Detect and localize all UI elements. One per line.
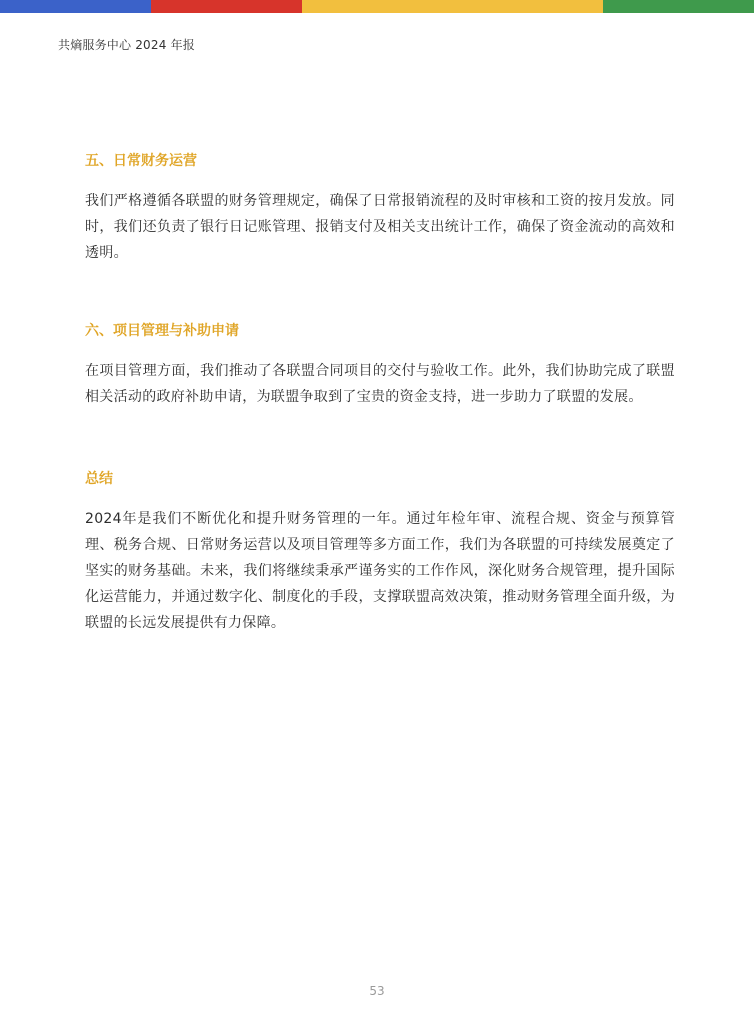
section-title: 五、日常财务运营 (85, 153, 197, 169)
stripe-blue (0, 0, 151, 13)
section-project-management (85, 320, 675, 410)
section-title: 总结 (85, 471, 113, 487)
section-body: 在项目管理方面，我们推动了各联盟合同项目的交付与验收工作。此外，我们协助完成了联盟相关活动的政府补助申请，为联盟争取到了宝贵的资金支持，进一步助力了联盟的发展。 (85, 363, 675, 405)
stripe-green (603, 0, 754, 13)
main-content (85, 150, 675, 636)
section-body: 2024年是我们不断优化和提升财务管理的一年。通过年检年审、流程合规、资金与预算管理、税务合规、日常财务运营以及项目管理等多方面工作，我们为各联盟的可持续发展奠定了坚实的财务基础。未来，我们将继续秉承严谨务实的工作作风，深化财务合规管理，提升国际化运营能力，并通过数字化、制度化的手段，支撑联盟高效决策，推动财务管理全面升级，为联盟的长远发展提供有力保障。 (85, 511, 675, 631)
section-title: 六、项目管理与补助申请 (85, 323, 239, 339)
section-daily-operations (85, 150, 675, 266)
page-number: 53 (369, 984, 385, 998)
section-summary (85, 468, 675, 636)
running-header: 共熵服务中心 2024 年报 (58, 38, 195, 52)
section-body: 我们严格遵循各联盟的财务管理规定，确保了日常报销流程的及时审核和工资的按月发放。同时，我们还负责了银行日记账管理、报销支付及相关支出统计工作，确保了资金流动的高效和透明。 (85, 193, 675, 261)
stripe-yellow (302, 0, 603, 13)
color-stripe (0, 0, 754, 13)
stripe-red (151, 0, 302, 13)
